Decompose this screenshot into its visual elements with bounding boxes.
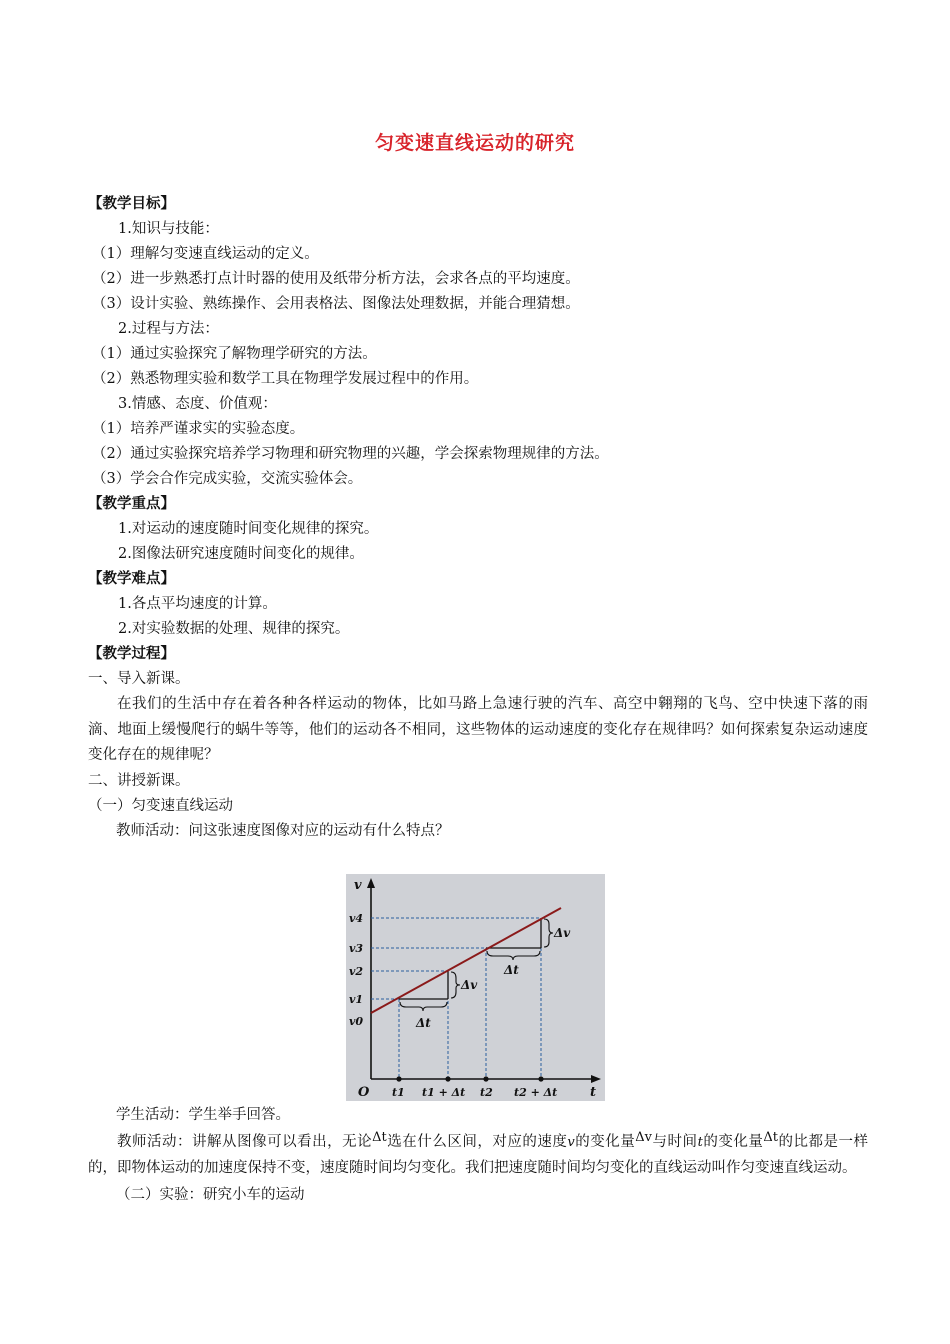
intro-paragraph: 在我们的生活中存在着各种各样运动的物体，比如马路上急速行驶的汽车、高空中翱翔的飞鸟、空中快速下落的雨滴、地面上缓慢爬行的蜗牛等等，他们的运动各不相同，这些物体的运动速度的变化存在规律吗？如何探索复杂运动速度变化存在的规律呢？: [88, 696, 868, 763]
teacher-explanation: [88, 1130, 868, 1181]
teacher-exp-part: 的变化: [702, 1134, 749, 1150]
axis-v-label: v: [354, 878, 362, 893]
dot-t1-dt: [445, 1076, 450, 1081]
objective-1-title: 1.知识与技能：: [118, 221, 219, 237]
key-point-item: 2.图像法研究速度随时间变化的规律。: [118, 546, 364, 562]
objective-1-item: （2）进一步熟悉打点计时器的使用及纸带分析方法，会求各点的平均速度。: [92, 271, 580, 287]
brace-dv-1: [451, 972, 460, 998]
v4-label: v4: [349, 912, 364, 925]
objective-1-item: （1）理解匀变速直线运动的定义。: [92, 246, 319, 262]
teacher-exp-part: 教师活动：讲解从图像可以看出，无论: [117, 1134, 373, 1150]
dot-t1: [396, 1076, 401, 1081]
dv-label-1: Δv: [461, 978, 478, 992]
velocity-time-graph: [346, 874, 605, 1101]
axis-t-label: t: [590, 1085, 597, 1100]
t-axis-arrow: [591, 1075, 601, 1083]
part-2-title: 二、讲授新课。: [88, 772, 190, 789]
v0-label: v0: [349, 1015, 364, 1028]
dot-t2: [483, 1076, 488, 1081]
objective-2-title: 2.过程与方法：: [118, 321, 219, 337]
symbol-delta-t: Δt: [372, 1130, 387, 1145]
teacher-question: 教师活动：问这张速度图像对应的运动有什么特点？: [116, 822, 450, 839]
teacher-exp-part: 量: [748, 1134, 764, 1150]
teacher-exp-part: 选在什么区间，对应的速度: [386, 1134, 568, 1150]
dt-label-2: Δt: [504, 963, 519, 977]
key-points-heading: 【教学重点】: [88, 496, 175, 512]
t1-dt-label: t1 + Δt: [422, 1086, 466, 1099]
v-axis-arrow: [367, 878, 375, 888]
difficulty-heading: 【教学难点】: [88, 571, 175, 587]
brace-dt-2: [487, 951, 540, 960]
document-body: [88, 192, 868, 844]
dv-label-2: Δv: [554, 926, 571, 940]
dt-label-1: Δt: [416, 1016, 431, 1030]
objective-3-item: （3）学会合作完成实验，交流实验体会。: [92, 471, 363, 487]
objective-3-item: （1）培养严谨求实的实验态度。: [92, 421, 305, 437]
dot-t2-dt: [538, 1076, 543, 1081]
key-point-item: 1.对运动的速度随时间变化规律的探究。: [118, 521, 379, 537]
t2-label: t2: [480, 1086, 493, 1099]
velocity-line: [371, 908, 561, 1013]
process-heading: 【教学过程】: [88, 646, 175, 662]
difficulty-item: 1.各点平均速度的计算。: [118, 596, 277, 612]
v1-label: v1: [349, 993, 364, 1006]
part-1-title: 一、导入新课。: [88, 671, 190, 687]
v2-label: v2: [349, 965, 364, 978]
document-body-continued: [88, 1103, 868, 1208]
symbol-v: v: [567, 1135, 575, 1150]
teacher-exp-part: 与时间: [652, 1134, 698, 1150]
velocity-time-graph-svg: [346, 874, 605, 1101]
t2-dt-label: t2 + Δt: [514, 1086, 558, 1099]
v3-label: v3: [349, 942, 364, 955]
symbol-delta-t: Δt: [763, 1130, 778, 1145]
objective-3-item: （2）通过实验探究培养学习物理和研究物理的兴趣，学会探索物理规律的方法。: [92, 446, 609, 462]
objective-2-item: （2）熟悉物理实验和数学工具在物理学发展过程中的作用。: [92, 371, 479, 387]
brace-dt-1: [400, 1002, 447, 1011]
teacher-exp-part: 的变化量: [574, 1134, 636, 1150]
objective-2-item: （1）通过实验探究了解物理学研究的方法。: [92, 346, 377, 362]
symbol-t: t: [697, 1135, 703, 1150]
subsection-1-title: （一）匀变速直线运动: [88, 797, 233, 814]
objective-1-item: （3）设计实验、熟练操作、会用表格法、图像法处理数据，并能合理猜想。: [92, 296, 580, 312]
t1-label: t1: [392, 1086, 405, 1099]
objective-3-title: 3.情感、态度、价值观：: [118, 396, 277, 412]
objectives-heading: 【教学目标】: [88, 196, 175, 212]
difficulty-item: 2.对实验数据的处理、规律的探究。: [118, 621, 350, 637]
subsection-2-title: （二）实验：研究小车的运动: [116, 1187, 305, 1203]
teacher-exp-part: 的比都是一样的，即物体运动的加速度保持不变，速度随时间均匀变化。我们把速度随时间均匀变化的直线运动叫作匀变速直线运动。: [88, 1134, 869, 1176]
symbol-delta-v: Δv: [635, 1130, 653, 1145]
origin-label: O: [358, 1085, 370, 1100]
student-activity: 学生活动：学生举手回答。: [116, 1107, 290, 1123]
brace-dv-2: [544, 919, 553, 947]
page-title: 匀变速直线运动的研究: [374, 132, 575, 154]
